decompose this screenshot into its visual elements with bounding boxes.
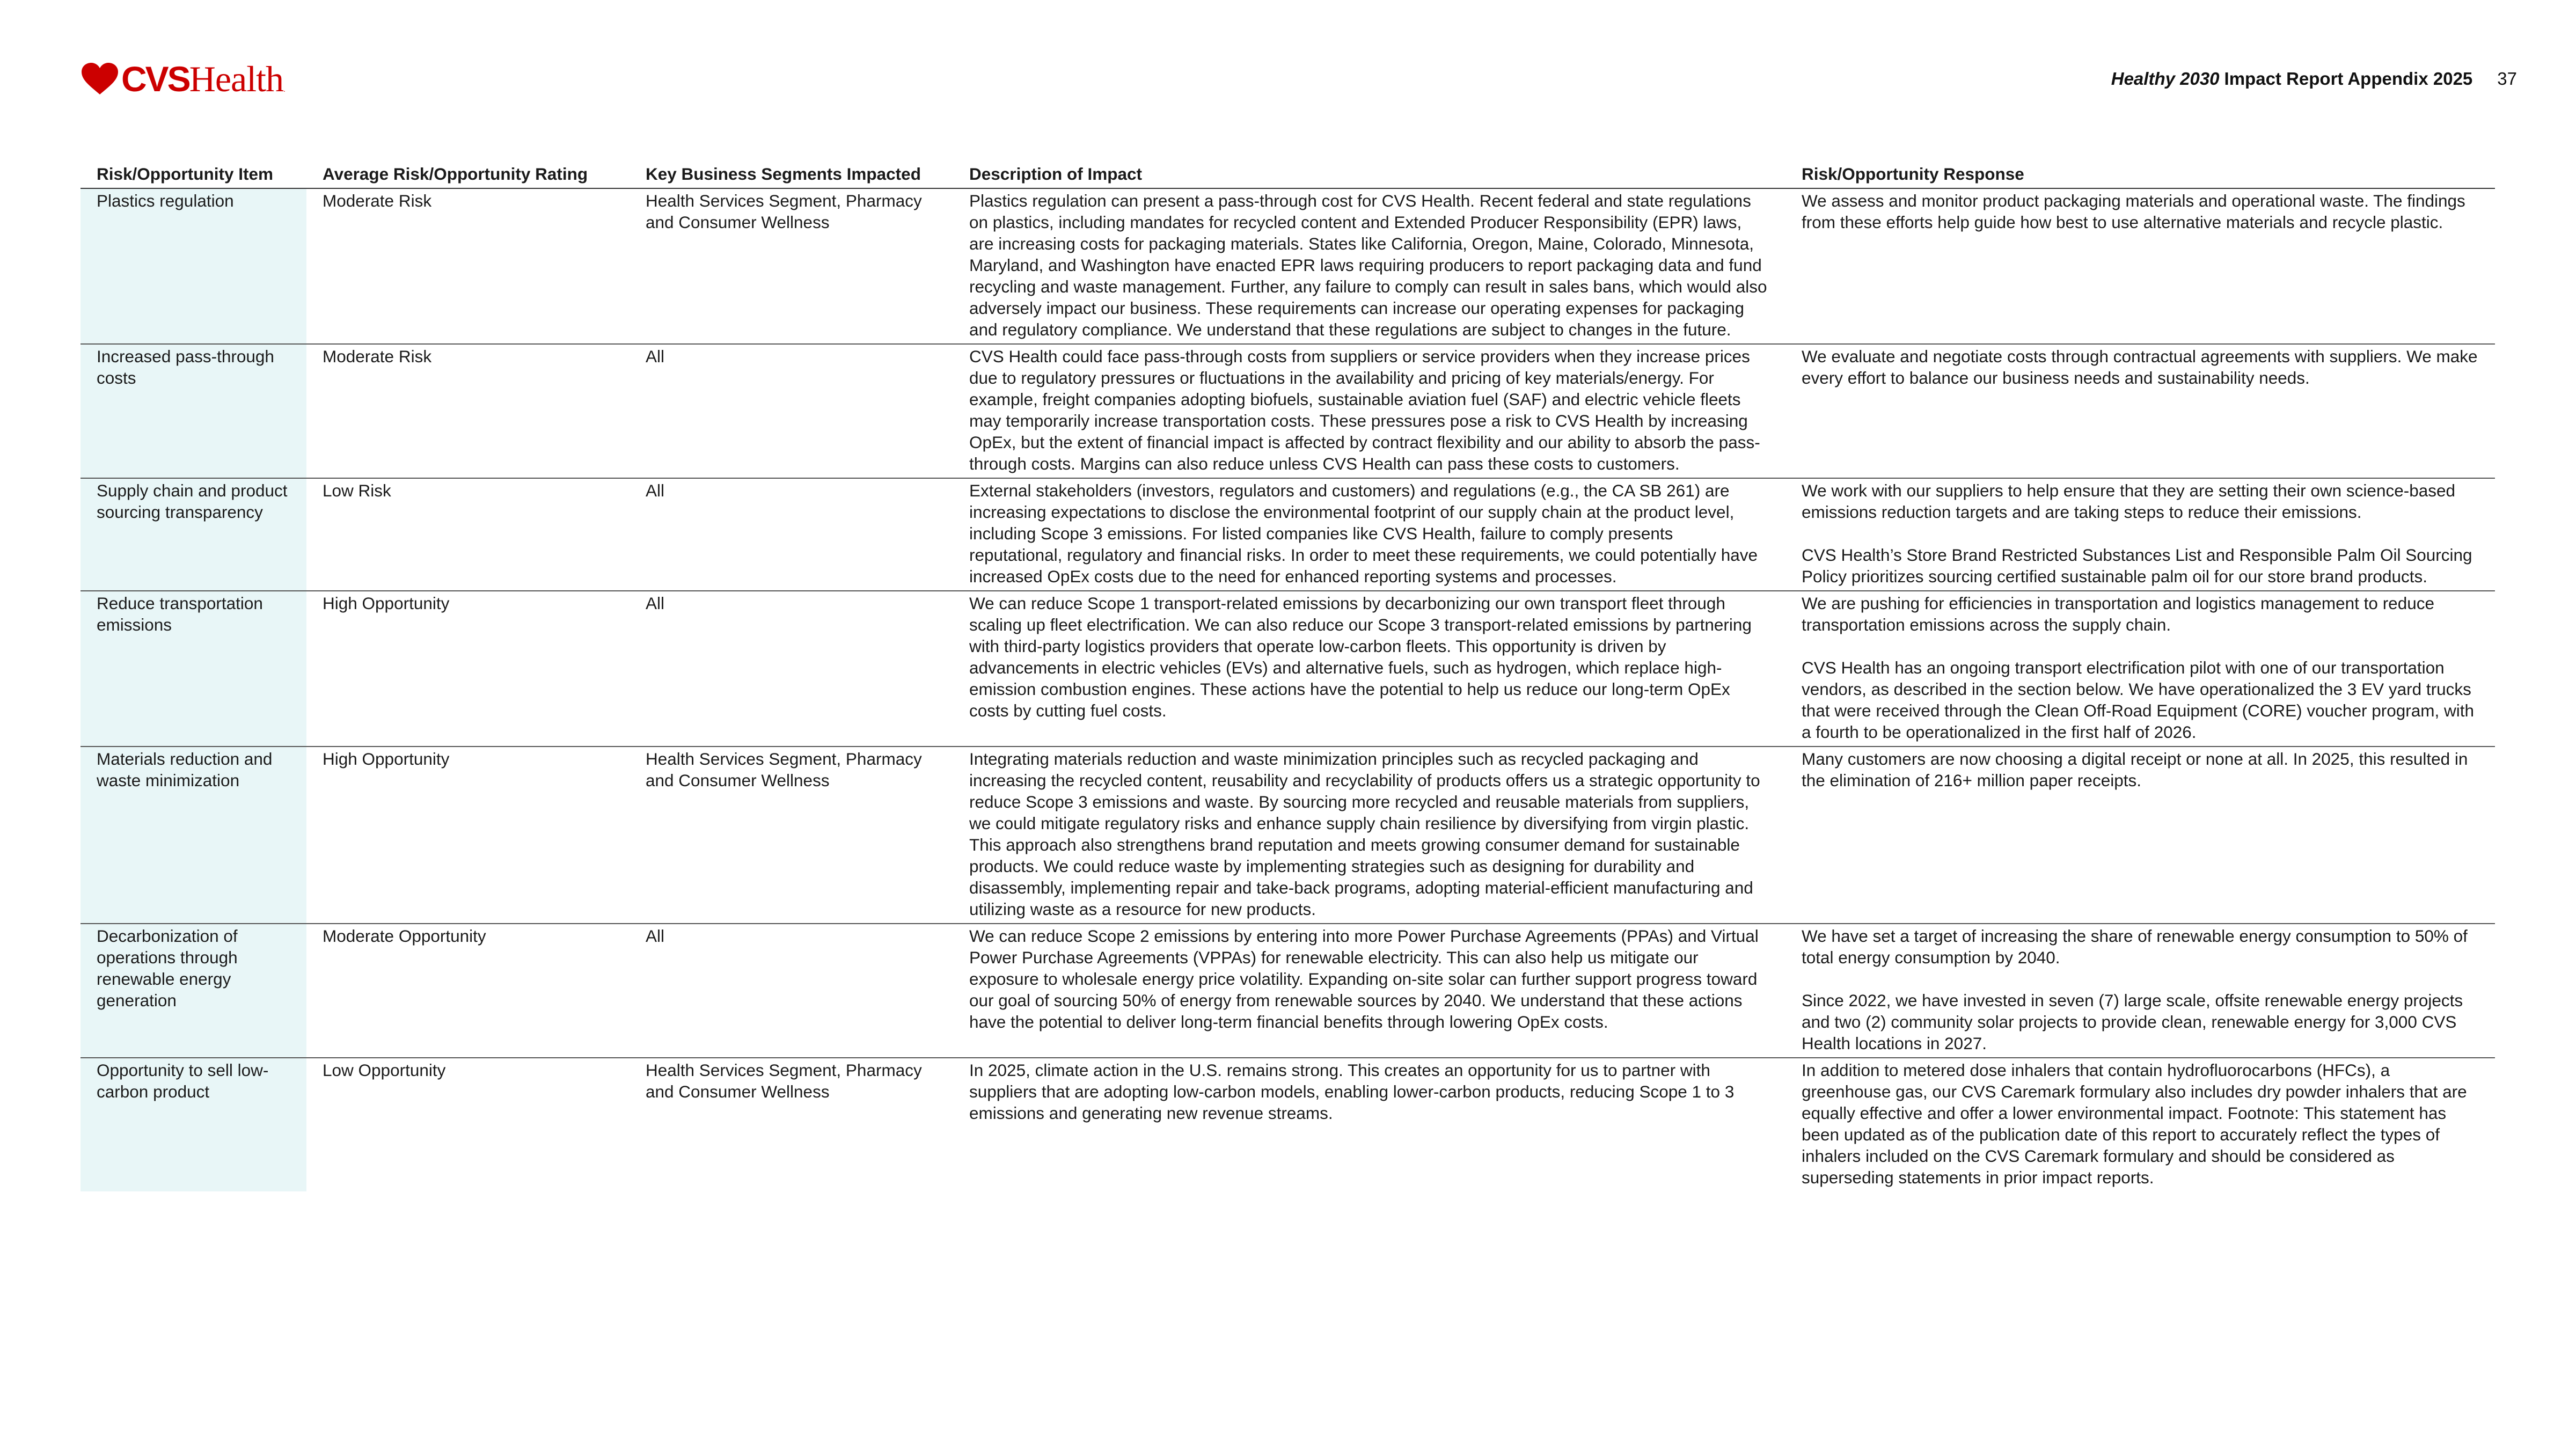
row-item: Supply chain and product sourcing transparency bbox=[80, 478, 306, 591]
row-response bbox=[1785, 591, 2495, 747]
row-rating: Low Opportunity bbox=[323, 1060, 446, 1080]
page-number: 37 bbox=[2497, 69, 2517, 89]
row-response bbox=[1785, 344, 2495, 478]
row-segments: All bbox=[630, 344, 953, 478]
row-segments: Health Services Segment, Pharmacy and Consumer Wellness bbox=[630, 188, 953, 344]
row-response bbox=[1785, 478, 2495, 591]
logo-health-text: Health bbox=[189, 58, 283, 99]
response-paragraph: Since 2022, we have invested in seven (7) large scale, offsite renewable energy projects and two (2) community solar projects to provide clean, renewable energy for 3,000 CVS Health locations in 2027. bbox=[1802, 991, 2463, 1053]
column-header-item: Risk/Opportunity Item bbox=[80, 159, 306, 188]
response-paragraph: CVS Health has an ongoing transport electrification pilot with one of our transportation vendors, as described in the section below. We have operationalized the 3 EV yard trucks that were received through the Clean Off-Road Equipment (CORE) voucher program, with a fourth to be operationalized in the first half of 2026. bbox=[1802, 658, 2475, 742]
heart-icon bbox=[80, 62, 119, 96]
table-row bbox=[80, 1058, 2495, 1191]
report-header bbox=[2111, 69, 2517, 89]
row-response bbox=[1785, 924, 2495, 1058]
response-paragraph: Many customers are now choosing a digital receipt or none at all. In 2025, this resulted in the elimination of 216+ million paper receipts. bbox=[1802, 749, 2468, 790]
row-rating: Low Risk bbox=[306, 478, 630, 591]
logo-trademark: . bbox=[283, 85, 286, 93]
table-row bbox=[80, 747, 2495, 924]
row-item: Decarbonization of operations through renewable energy generation bbox=[80, 924, 306, 1058]
response-paragraph: In addition to metered dose inhalers that contain hydrofluorocarbons (HFCs), a greenhouse gas, our CVS Caremark formulary also includes dry powder inhalers that are equally effective and offer a lower environmental impact. Footnote: This statement has been updated as of the publication date of this report to accurately reflect the types of inhalers included on the CVS Caremark formulary and should be considered as superseding statements in prior impact reports. bbox=[1802, 1060, 2467, 1187]
row-description: We can reduce Scope 1 transport-related emissions by decarbonizing our own transport fleet through scaling up fleet electrification. We can also reduce our Scope 3 transport-related emissions by partnering with third-party logistics providers that operate low-carbon fleets. This opportunity is driven by advancements in electric vehicles (EVs) and alternative fuels, such as hydrogen, which replace high-emission combustion engines. These actions have the potential to help us reduce our long-term OpEx costs by cutting fuel costs. bbox=[953, 591, 1785, 747]
table-row bbox=[80, 591, 2495, 747]
response-paragraph: We work with our suppliers to help ensure that they are setting their own science-based emissions reduction targets and are taking steps to reduce their emissions. bbox=[1802, 481, 2456, 522]
row-description: Plastics regulation can present a pass-through cost for CVS Health. Recent federal and state regulations on plastics, including mandates for recycled content and Extended Producer Responsibility (EPR) laws, are increasing costs for packaging materials. States like California, Oregon, Maine, Colorado, Minnesota, Maryland, and Washington have enacted EPR laws requiring producers to report packaging data and fund recycling and waste management. Further, any failure to comply can result in sales bans, which would also adversely impact our business. These requirements can increase our operating expenses for packaging and regulatory compliance. We understand that these regulations are subject to changes in the future. bbox=[953, 188, 1785, 344]
column-header-response: Risk/Opportunity Response bbox=[1785, 159, 2495, 188]
row-description: Integrating materials reduction and waste minimization principles such as recycled packaging and increasing the recycled content, reusability and recyclability of products offers us a strategic opportunity to reduce Scope 3 emissions and waste. By sourcing more recycled and reusable materials from suppliers, we could mitigate regulatory risks and enhance supply chain resilience by diversifying from virgin plastic. This approach also strengthens brand reputation and meets growing consumer demand for sustainable products. We could reduce waste by implementing strategies such as designing for durability and disassembly, implementing repair and take-back programs, adopting material-efficient manufacturing and utilizing waste as a resource for new products. bbox=[953, 747, 1785, 924]
table-header-row bbox=[80, 159, 2495, 188]
row-description: We can reduce Scope 2 emissions by entering into more Power Purchase Agreements (PPAs) and Virtual Power Purchase Agreements (VPPAs) for renewable electricity. This can also help us mitigate our exposure to wholesale energy price volatility. Expanding on-site solar can further support progress toward our goal of sourcing 50% of energy from renewable sources by 2040. We understand that these actions have the potential to deliver long-term financial benefits through lowering OpEx costs. bbox=[953, 924, 1785, 1058]
report-title: Impact Report Appendix 2025 bbox=[2224, 69, 2473, 89]
row-response bbox=[1785, 1058, 2495, 1191]
row-rating: High Opportunity bbox=[306, 747, 630, 924]
row-item: Materials reduction and waste minimization bbox=[80, 747, 306, 924]
row-rating: Moderate Risk bbox=[306, 344, 630, 478]
row-rating: Moderate Opportunity bbox=[306, 924, 630, 1058]
response-paragraph: We assess and monitor product packaging materials and operational waste. The findings from these efforts help guide how best to use alternative materials and recycle plastic. bbox=[1802, 191, 2465, 232]
row-item: Opportunity to sell low-carbon product bbox=[80, 1058, 306, 1191]
logo-cvs-text: CVS bbox=[121, 59, 189, 99]
table-row bbox=[80, 188, 2495, 344]
row-item: Plastics regulation bbox=[80, 188, 306, 344]
report-title-emphasis: Healthy 2030 bbox=[2111, 69, 2220, 89]
row-response bbox=[1785, 188, 2495, 344]
row-description: CVS Health could face pass-through costs from suppliers or service providers when they increase prices due to regulatory pressures or fluctuations in the availability and pricing of key materials/energy. For example, freight companies adopting biofuels, sustainable aviation fuel (SAF) and electric vehicle fleets may temporarily increase transportation costs. These pressures pose a risk to CVS Health by increasing OpEx, but the extent of financial impact is affected by contract flexibility and our ability to absorb the pass-through costs. Margins can also reduce unless CVS Health can pass these costs to customers. bbox=[953, 344, 1785, 478]
risk-opportunity-table bbox=[80, 159, 2495, 1191]
response-paragraph: We are pushing for efficiencies in transportation and logistics management to reduce transportation emissions across the supply chain. bbox=[1802, 594, 2435, 634]
row-segments: All bbox=[630, 478, 953, 591]
row-rating: Moderate Risk bbox=[306, 188, 630, 344]
table-row bbox=[80, 478, 2495, 591]
column-header-rating: Average Risk/Opportunity Rating bbox=[306, 159, 630, 188]
row-item: Increased pass-through costs bbox=[80, 344, 306, 478]
row-description: External stakeholders (investors, regulators and customers) and regulations (e.g., the CA SB 261) are increasing expectations to disclose the environmental footprint of our supply chain at the product level, including Scope 3 emissions. For listed companies like CVS Health, failure to comply presents reputational, regulatory and financial risks. In order to meet these requirements, we could potentially have increased OpEx costs due to the need for enhanced reporting systems and processes. bbox=[953, 478, 1785, 591]
response-paragraph: We have set a target of increasing the share of renewable energy consumption to 50% of total energy consumption by 2040. bbox=[1802, 926, 2468, 967]
row-segments: Health Services Segment, Pharmacy and Consumer Wellness bbox=[630, 747, 953, 924]
response-paragraph: CVS Health’s Store Brand Restricted Substances List and Responsible Palm Oil Sourcing Policy prioritizes sourcing certified sustainable palm oil for our store brand products. bbox=[1802, 545, 2472, 586]
row-description: In 2025, climate action in the U.S. remains strong. This creates an opportunity for us to partner with suppliers that are adopting low-carbon models, enabling lower-carbon products, reducing Scope 1 to 3 emissions and generating new revenue streams. bbox=[969, 1060, 1735, 1123]
cvs-health-logo bbox=[80, 60, 286, 98]
row-segments: Health Services Segment, Pharmacy and Consumer Wellness bbox=[646, 1060, 922, 1101]
column-header-segments: Key Business Segments Impacted bbox=[630, 159, 953, 188]
column-header-description: Description of Impact bbox=[953, 159, 1785, 188]
row-segments: All bbox=[630, 924, 953, 1058]
row-rating: High Opportunity bbox=[306, 591, 630, 747]
table-row bbox=[80, 344, 2495, 478]
row-item: Reduce transportation emissions bbox=[80, 591, 306, 747]
row-response bbox=[1785, 747, 2495, 924]
row-segments: All bbox=[630, 591, 953, 747]
table-row bbox=[80, 924, 2495, 1058]
response-paragraph: We evaluate and negotiate costs through contractual agreements with suppliers. We make every effort to balance our business needs and sustainability needs. bbox=[1802, 347, 2478, 387]
